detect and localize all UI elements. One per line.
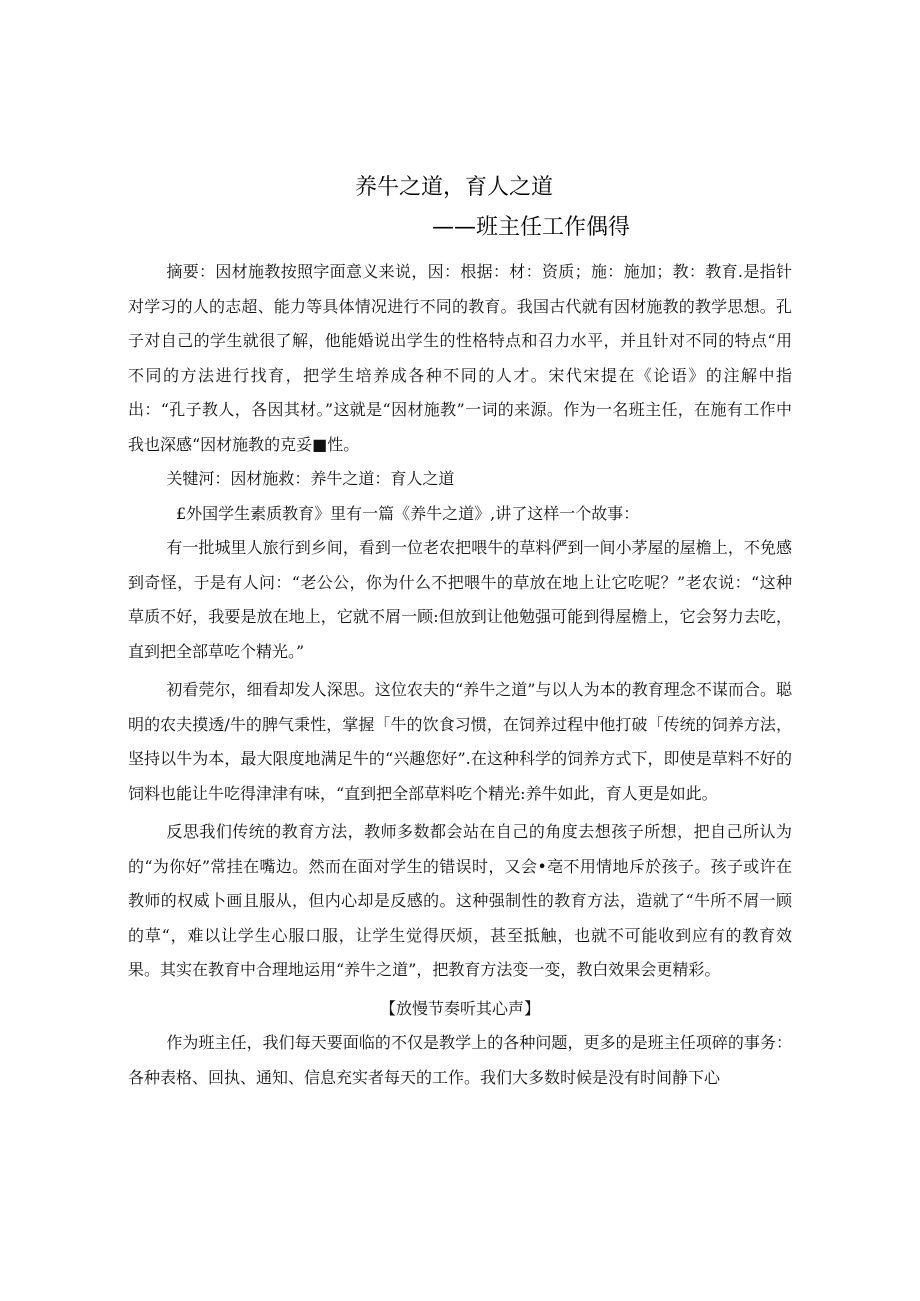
body-paragraph-1: 初看莞尔，细看却发人深思。这位农夫的“养牛之道”与以人为本的教育理念不谋而合。聪明的农夫摸透/牛的脾气秉性，掌握「牛的饮食习惯，在饲养过程中他打破「传统的饲养方法，坚持以牛为本，最大限度地满足牛的“兴趣您好”.在这种科学的饲养方式下，即使是草料不好的饲料也能让牛吃得津津有味，“直到把全部草料吃个精光:养牛如此，育人更是如此。 <box>128 680 792 803</box>
story-paragraph: 有一批城里人旅行到乡间，看到一位老农把喂牛的草料俨到一间小茅屋的屋檐上，不免感到奇怪，于是有人问：“老公公，你为什么不把喂牛的草放在地上让它吃呢？”老农说：“这种草质不好，我要是放在地上，它就不屑一顾:但放到让他勉强可能到得屋檐上，它会努力去吃，直到把全部草吃个精光。” <box>128 538 792 661</box>
intro-paragraph: £外国学生素质教育》里有一篇《养牛之道》,讲了这样一个故事： <box>176 503 640 523</box>
page-title: 养牛之道，育人之道 <box>355 175 554 200</box>
section-heading: 【放慢节奏听其心声】 <box>379 998 540 1018</box>
body-paragraph-3: 作为班主任，我们每天要面临的不仅是教学上的各种问题，更多的是班主任项碎的事务：各种表格、回执、通知、信息充实者每天的工作。我们大多数时候是没有时间静下心 <box>128 1033 792 1087</box>
body-paragraph-2: 反思我们传统的教育方法，教师多数都会站在自己的角度去想孩子所想，把自己所认为的“为你好”常挂在嘴边。然而在面对学生的错误时，又会•亳不用情地斥於孩子。孩子或许在教师的权威卜画且服从，但内心却是反感的。这种强制性的教育方法，造就了“牛所不屑一顾的草“，难以让学生心服口服，让学生觉得厌烦，甚至抵触，也就不可能收到应有的教育效果。其实在教育中合理地运用“养牛之道”，把教育方法变一变，教白效果会更精彩。 <box>128 822 792 979</box>
keywords-paragraph: 关犍河：因材施救：养牛之道：育人之道 <box>166 469 455 488</box>
abstract-paragraph: 摘要：因材施教按照字面意义来说，因：根据：材：资质；施：施加；教：教育.是指针对学习的人的志超、能力等具体情况进行不同的教育。我国古代就有因材施教的教学思想。孔子对自己的学生就很了解，他能婚说出学生的性格特点和召力水平，并且针对不同的特点“用不同的方法进行找育，把学生培养成各种不同的人才。宋代宋提在《论语》的注解中指出：“孔子教人，各因其材。”这就是“因材施教”一词的来源。作为一名班主任，在施有工作中我也深感“因材施教的克妥■性。 <box>128 262 792 454</box>
document-body <box>128 255 792 1095</box>
page-subtitle: ——班主任工作偶得 <box>432 215 631 240</box>
